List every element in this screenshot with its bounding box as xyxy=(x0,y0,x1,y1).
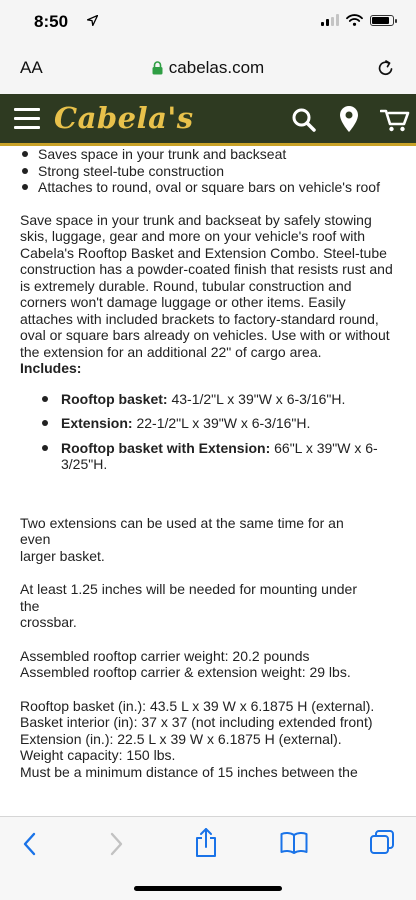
site-logo[interactable]: Cabela's xyxy=(54,101,194,135)
includes-value: 66"L x 39"W x 6-3/25"H. xyxy=(61,439,378,472)
signal-bar xyxy=(336,14,339,26)
site-header xyxy=(0,94,416,146)
mounting-note: At least 1.25 inches will be needed for mounting under the crossbar. xyxy=(20,581,357,630)
feature-list xyxy=(0,146,416,196)
home-indicator-area xyxy=(0,872,416,900)
browser-url-bar xyxy=(0,44,416,94)
status-time: 8:50 xyxy=(34,12,69,31)
signal-bar xyxy=(331,17,334,26)
includes-item xyxy=(42,415,416,432)
address-field[interactable] xyxy=(0,58,416,78)
share-icon[interactable] xyxy=(193,827,219,859)
browser-toolbar xyxy=(0,816,416,872)
product-description xyxy=(0,146,416,816)
forward-icon[interactable] xyxy=(106,830,126,858)
status-bar xyxy=(0,0,416,44)
status-indicators xyxy=(321,14,394,26)
back-icon[interactable] xyxy=(20,830,40,858)
feature-item: Attaches to round, oval or square bars on vehicle's roof xyxy=(20,179,416,196)
text-size-button[interactable]: AA xyxy=(20,58,43,77)
cart-icon[interactable] xyxy=(380,107,410,133)
includes-label: Rooftop basket: xyxy=(61,390,168,407)
includes-label: Extension: xyxy=(61,415,133,431)
includes-value: 43-1/2"L x 39"W x 6-3/16"H. xyxy=(171,390,346,407)
specs-info: Rooftop basket (in.): 43.5 L x 39 W x 6.1875 H (external). Basket interior (in): 37 x 37 (not including extended front) Extension (in.): 22.5 L x 39 W x 6.1875 H (external). Weight capacity: 150 lbs. Must be a minimum distance of 15 inches between the xyxy=(20,697,375,780)
includes-list xyxy=(0,391,416,473)
includes-label: Rooftop basket with Extension: xyxy=(61,439,271,456)
includes-heading: Includes: xyxy=(20,360,82,376)
battery-icon xyxy=(370,15,394,26)
extensions-note: Two extensions can be used at the same time for an even larger basket. xyxy=(20,514,344,564)
location-pin-icon[interactable] xyxy=(338,105,360,133)
reload-icon[interactable] xyxy=(376,58,396,78)
tabs-icon[interactable] xyxy=(369,829,395,855)
wifi-icon xyxy=(346,14,363,26)
menu-icon[interactable] xyxy=(14,108,40,135)
includes-item xyxy=(42,391,416,408)
feature-item: Saves space in your trunk and backseat xyxy=(20,146,416,163)
description-paragraph: Save space in your trunk and backseat by safely stowing skis, luggage, gear and more on your vehicle's roof with Cabela's Rooftop Basket and Extension Combo. Steel-tube construction has a powder-coated finish that resists rust and is extremely durable. Round, tubular construction and corners won't damage luggage or other items. Easily attaches with included brackets to factory-standard round, oval or square bars already on vehicles. Use with or without the extension for an additional 22" of cargo area. xyxy=(20,211,393,360)
home-indicator[interactable] xyxy=(134,886,282,891)
signal-bar xyxy=(326,19,329,26)
includes-value: 22-1/2"L x 39"W x 6-3/16"H. xyxy=(136,415,311,431)
bookmarks-icon[interactable] xyxy=(280,831,308,855)
location-arrow-icon xyxy=(87,15,98,26)
url-domain: cabelas.com xyxy=(168,58,265,77)
feature-item: Strong steel-tube construction xyxy=(20,163,416,180)
cellular-signal-icon xyxy=(321,14,339,26)
search-icon[interactable] xyxy=(291,107,317,133)
signal-bar xyxy=(321,22,324,26)
includes-item xyxy=(42,440,416,473)
weights-info: Assembled rooftop carrier weight: 20.2 pounds Assembled rooftop carrier & extension weight: 29 lbs. xyxy=(20,647,351,680)
lock-icon xyxy=(152,61,163,75)
